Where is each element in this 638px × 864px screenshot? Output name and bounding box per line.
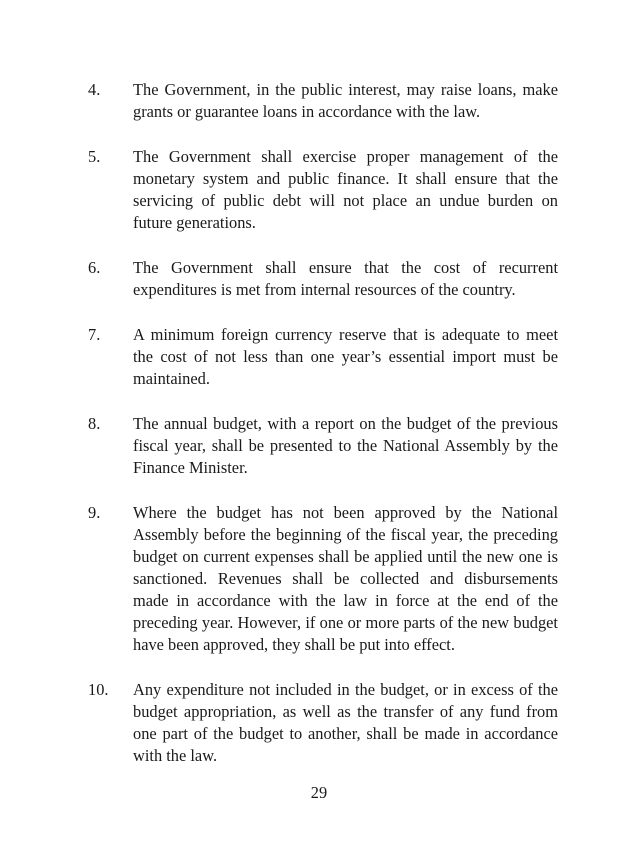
- clause-10: [88, 679, 558, 767]
- clause-text: The Government shall exercise proper management of the monetary system and public finance. It shall ensure that the servicing of public debt will not place an undue burden on future generations.: [133, 147, 558, 232]
- clause-9: [88, 502, 558, 656]
- clause-number: 10.: [88, 680, 109, 699]
- clause-text: A minimum foreign currency reserve that is adequate to meet the cost of not less than one year’s essential import must be maintained.: [133, 325, 558, 388]
- clause-text: The Government shall ensure that the cost of recurrent expenditures is met from internal resources of the country.: [133, 258, 558, 299]
- clause-5: [88, 146, 558, 234]
- clause-text: The annual budget, with a report on the budget of the previous fiscal year, shall be presented to the National Assembly by the Finance Minister.: [133, 414, 558, 477]
- clause-text: The Government, in the public interest, may raise loans, make grants or guarantee loans in accordance with the law.: [133, 80, 558, 121]
- clause-number: 6.: [88, 258, 101, 277]
- clause-number: 5.: [88, 147, 101, 166]
- clause-7: [88, 324, 558, 390]
- clause-list: [88, 79, 558, 790]
- page-number: 29: [310, 783, 328, 802]
- clause-8: [88, 413, 558, 479]
- clause-text: Any expenditure not included in the budget, or in excess of the budget appropriation, as well as the transfer of any fund from one part of the budget to another, shall be made in accordance with the law.: [133, 680, 558, 765]
- clause-number: 9.: [88, 503, 101, 522]
- clause-text: Where the budget has not been approved by the National Assembly before the beginning of the fiscal year, the preceding budget on current expenses shall be applied until the new one is sanctioned. Revenues shall be collected and disbursements made in accordance with the law in force at the end of the preceding year. However, if one or more parts of the new budget have been approved, they shall be put into effect.: [133, 503, 558, 654]
- clause-4: [88, 79, 558, 123]
- clause-number: 4.: [88, 80, 101, 99]
- clause-number: 8.: [88, 414, 101, 433]
- clause-6: [88, 257, 558, 301]
- clause-number: 7.: [88, 325, 101, 344]
